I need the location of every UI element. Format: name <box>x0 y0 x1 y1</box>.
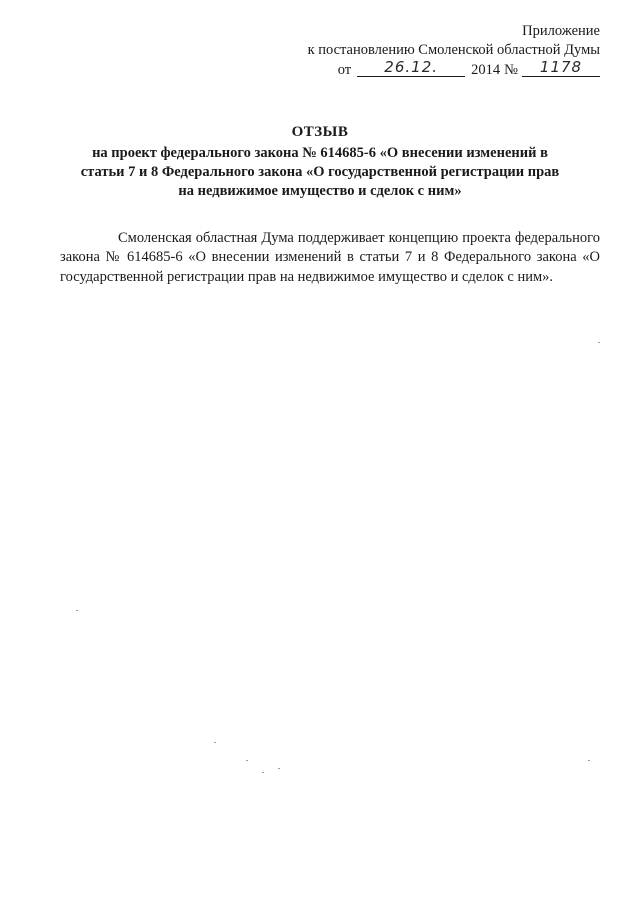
subtitle-line-2: статьи 7 и 8 Федерального закона «О государственной регистрации прав <box>80 164 560 180</box>
scan-speck <box>588 760 590 761</box>
appendix-block <box>308 22 600 80</box>
number-label: № <box>504 62 518 78</box>
scan-speck <box>598 342 600 343</box>
scan-speck <box>76 610 78 611</box>
date-blank <box>357 60 465 77</box>
handwritten-date: 26.12. <box>384 58 439 76</box>
document-heading: ОТЗЫВ <box>291 124 349 140</box>
handwritten-number: 1178 <box>539 58 583 76</box>
subtitle-line-1: на проект федерального закона № 614685-6 «О внесении изменений в <box>92 145 548 161</box>
year-text: 2014 <box>471 62 501 78</box>
scan-speck <box>262 772 264 773</box>
scan-speck <box>278 768 280 769</box>
appendix-date-line <box>308 60 600 80</box>
appendix-title: Приложение <box>522 23 600 39</box>
scan-speck <box>214 742 216 743</box>
title-block <box>60 123 580 201</box>
from-label: от <box>337 62 352 78</box>
subtitle-line-3: на недвижимое имущество и сделок с ним» <box>178 183 462 199</box>
body-paragraph: Смоленская областная Дума поддерживает концепцию проекта федерального закона № 614685-6 «О внесении изменений в статьи 7 и 8 Федерального закона «О государственной регистрации прав на недвижимое имущество и сделок с ним». <box>60 229 600 285</box>
number-blank <box>522 60 600 77</box>
appendix-resolution-line: к постановлению Смоленской областной Думы <box>307 42 600 58</box>
scan-speck <box>246 760 248 761</box>
